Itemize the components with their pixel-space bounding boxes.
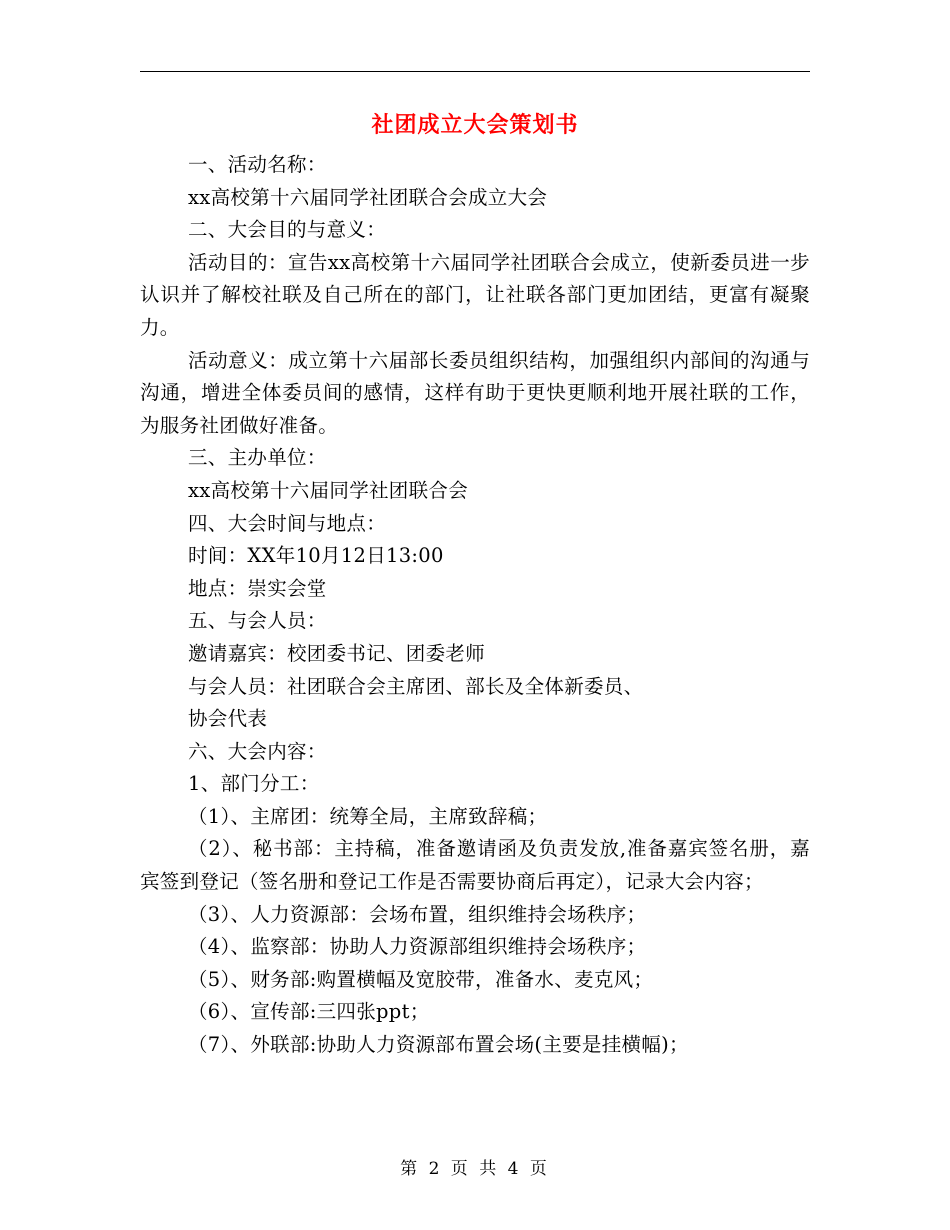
paragraph: 时间：XX年10月12日13:00 <box>188 544 444 568</box>
paragraph: 地点：崇实会堂 <box>188 576 327 600</box>
paragraph: （4）、监察部：协助人力资源部组织维持会场秩序； <box>188 935 647 959</box>
paragraph: （5）、财务部:购置横幅及宽胶带，准备水、麦克风； <box>188 967 654 991</box>
document-body <box>140 149 810 1062</box>
paragraph: （6）、宣传部:三四张ppt； <box>188 1000 430 1024</box>
paragraph: 三、主办单位： <box>188 446 327 470</box>
paragraph: （7）、外联部:协助人力资源部布置会场(主要是挂横幅)； <box>188 1033 689 1057</box>
paragraph: 一、活动名称： <box>188 153 327 176</box>
paragraph: 与会人员：社团联合会主席团、部长及全体新委员、 <box>188 674 644 698</box>
paragraph: xx高校第十六届同学社团联合会 <box>188 478 468 502</box>
paragraph: （3）、人力资源部：会场布置，组织维持会场秩序； <box>188 902 647 926</box>
header-rule <box>140 71 810 72</box>
page-number: 第 2 页 共 4 页 <box>400 1159 550 1179</box>
paragraph: 1、部门分工： <box>188 772 320 796</box>
paragraph: 六、大会内容： <box>188 739 327 763</box>
paragraph: 五、与会人员： <box>188 609 327 633</box>
paragraph: 活动意义：成立第十六届部长委员组织结构，加强组织内部间的沟通与沟通，增进全体委员间的感情，这样有助于更快更顺利地开展社联的工作，为服务社团做好准备。 <box>140 348 810 437</box>
paragraph: 二、大会目的与意义： <box>188 218 387 242</box>
paragraph: 邀请嘉宾：校团委书记、团委老师 <box>188 641 486 665</box>
paragraph: 协会代表 <box>188 707 268 731</box>
paragraph: （1）、主席团：统筹全局，主席致辞稿； <box>188 804 548 828</box>
document-title: 社团成立大会策划书 <box>371 112 579 138</box>
paragraph: 活动目的：宣告xx高校第十六届同学社团联合会成立，使新委员进一步认识并了解校社联及自己所在的部门，让社联各部门更加团结，更富有凝聚力。 <box>140 250 810 339</box>
paragraph: 四、大会时间与地点： <box>188 511 387 535</box>
paragraph: xx高校第十六届同学社团联合会成立大会 <box>188 185 548 209</box>
paragraph: （2）、秘书部：主持稿，准备邀请函及负责发放,准备嘉宾签名册，嘉宾签到登记（签名册和登记工作是否需要协商后再定），记录大会内容； <box>140 837 810 894</box>
